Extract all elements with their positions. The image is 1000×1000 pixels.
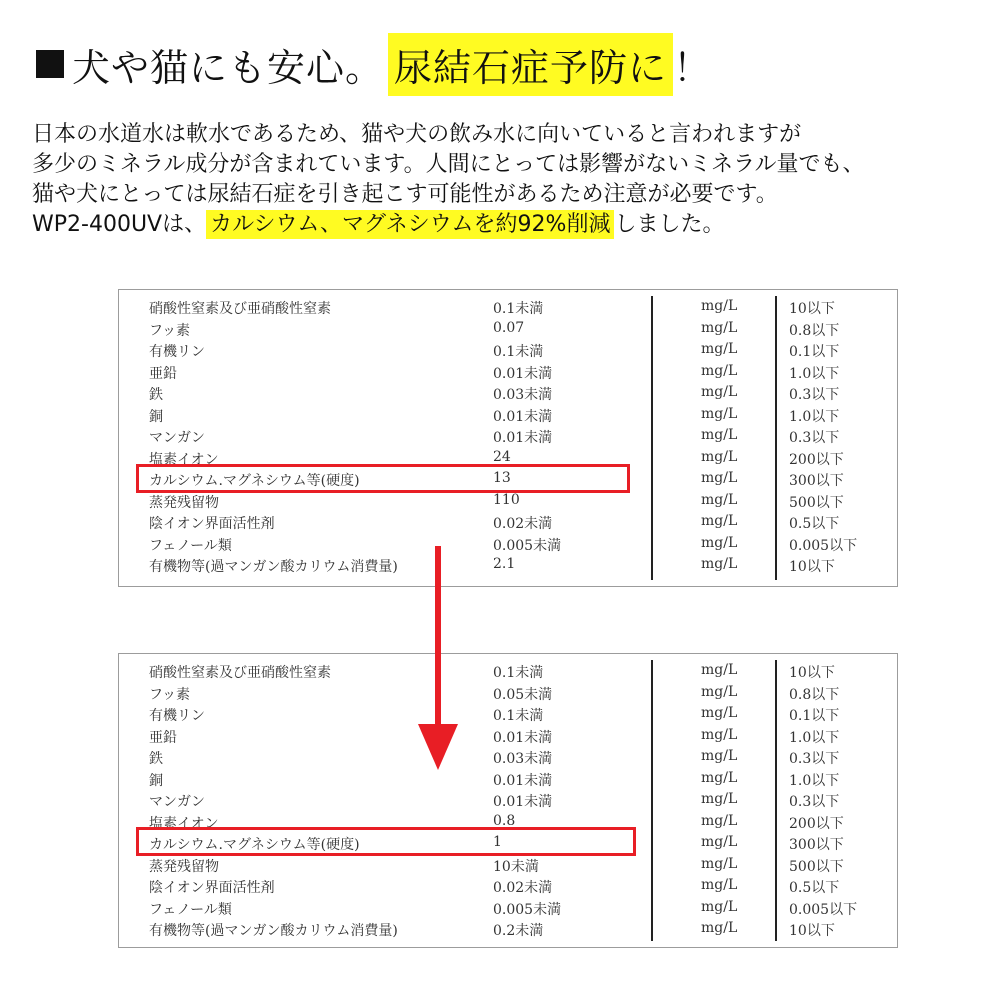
cell-standard: 0.005以下 <box>789 901 858 918</box>
intro-line-4 <box>32 210 972 240</box>
cell-value: 0.01未満 <box>493 365 553 382</box>
cell-value: 0.07 <box>493 319 525 336</box>
cell-unit: mg/L <box>701 319 738 336</box>
water-quality-table-before <box>118 289 898 587</box>
hardness-highlight-box-before <box>136 464 630 493</box>
black-square-icon <box>36 50 64 78</box>
table-row <box>119 790 897 812</box>
table-row <box>119 534 897 556</box>
cell-unit: mg/L <box>701 341 738 357</box>
cell-item-name: 硝酸性窒素及び亜硝酸性窒素 <box>149 665 331 681</box>
cell-item-name: 塩素イオン <box>149 815 219 832</box>
cell-value: 1 <box>493 834 502 850</box>
cell-item-name: 蒸発残留物 <box>149 858 219 875</box>
cell-value: 0.02未満 <box>493 516 553 532</box>
table-row <box>119 491 897 513</box>
cell-standard: 200以下 <box>789 451 844 468</box>
cell-standard: 10以下 <box>789 559 835 575</box>
cell-item-name: フッ素 <box>149 686 191 703</box>
table-row <box>119 876 897 898</box>
cell-unit: mg/L <box>701 427 738 443</box>
cell-value: 0.005未満 <box>493 537 562 554</box>
cell-unit: mg/L <box>701 298 738 314</box>
cell-unit: mg/L <box>701 855 738 872</box>
cell-unit: mg/L <box>701 769 738 786</box>
cell-item-name: 蒸発残留物 <box>149 494 219 511</box>
cell-standard: 10以下 <box>789 665 835 681</box>
cell-standard: 0.5以下 <box>789 516 840 532</box>
cell-item-name: 硝酸性窒素及び亜硝酸性窒素 <box>149 301 331 317</box>
cell-unit: mg/L <box>701 513 738 529</box>
table-row <box>119 747 897 769</box>
cell-value: 0.1未満 <box>493 665 544 681</box>
cell-item-name: フッ素 <box>149 322 191 339</box>
cell-standard: 300以下 <box>789 837 844 853</box>
cell-standard: 1.0以下 <box>789 772 840 789</box>
intro-line-3: 猫や犬にとっては尿結石症を引き起こす可能性があるため注意が必要です。 <box>32 182 778 207</box>
table-row <box>119 297 897 319</box>
down-arrow-shaft <box>435 546 441 726</box>
cell-standard: 10以下 <box>789 923 835 939</box>
table-row <box>119 661 897 683</box>
cell-unit: mg/L <box>701 448 738 465</box>
cell-unit: mg/L <box>701 405 738 422</box>
cell-standard: 10以下 <box>789 301 835 317</box>
cell-value: 0.01未満 <box>493 729 553 746</box>
cell-item-name: 陰イオン界面活性剤 <box>149 516 275 532</box>
cell-standard: 0.1以下 <box>789 344 840 360</box>
cell-unit: mg/L <box>701 683 738 700</box>
cell-value: 0.1未満 <box>493 708 544 724</box>
heading-highlight: 尿結石症予防に <box>388 33 673 96</box>
cell-item-name: 亜鉛 <box>149 365 177 382</box>
cell-item-name: 塩素イオン <box>149 451 219 468</box>
cell-value: 0.005未満 <box>493 901 562 918</box>
cell-value: 24 <box>493 448 511 465</box>
cell-item-name: 有機リン <box>149 708 205 724</box>
cell-item-name: フェノール類 <box>149 537 232 554</box>
cell-standard: 0.8以下 <box>789 686 840 703</box>
intro-line-4-suffix: しました。 <box>614 212 725 237</box>
page-heading <box>36 36 712 92</box>
cell-unit: mg/L <box>701 556 738 572</box>
cell-unit: mg/L <box>701 748 738 764</box>
cell-unit: mg/L <box>701 812 738 829</box>
heading-prefix: 犬や猫にも安心。 <box>72 45 385 90</box>
cell-value: 0.05未満 <box>493 686 553 703</box>
hardness-highlight-box-after <box>136 827 636 856</box>
cell-value: 10未満 <box>493 858 539 875</box>
intro-line-4-prefix: WP2-400UVは、 <box>32 212 207 237</box>
table-row <box>119 383 897 405</box>
table-row <box>119 340 897 362</box>
cell-unit: mg/L <box>701 834 738 850</box>
cell-standard: 500以下 <box>789 494 844 511</box>
cell-unit: mg/L <box>701 877 738 893</box>
table-row <box>119 319 897 341</box>
intro-text <box>32 120 972 240</box>
cell-value: 13 <box>493 470 511 486</box>
cell-unit: mg/L <box>701 534 738 551</box>
cell-unit: mg/L <box>701 491 738 508</box>
cell-item-name: マンガン <box>149 794 205 810</box>
cell-item-name: 有機物等(過マンガン酸カリウム消費量) <box>149 559 398 575</box>
cell-item-name: 有機リン <box>149 344 205 360</box>
cell-item-name: フェノール類 <box>149 901 232 918</box>
cell-value: 0.01未満 <box>493 408 553 425</box>
cell-value: 0.03未満 <box>493 751 553 767</box>
cell-item-name: 有機物等(過マンガン酸カリウム消費量) <box>149 923 398 939</box>
cell-standard: 500以下 <box>789 858 844 875</box>
table-row <box>119 405 897 427</box>
cell-item-name: 陰イオン界面活性剤 <box>149 880 275 896</box>
cell-value: 110 <box>493 491 520 508</box>
cell-unit: mg/L <box>701 791 738 807</box>
cell-value: 0.1未満 <box>493 344 544 360</box>
cell-unit: mg/L <box>701 662 738 678</box>
cell-standard: 300以下 <box>789 473 844 489</box>
table-row <box>119 426 897 448</box>
cell-item-name: 鉄 <box>149 751 163 767</box>
table-row <box>119 512 897 534</box>
cell-item-name: マンガン <box>149 430 205 446</box>
cell-value: 0.01未満 <box>493 772 553 789</box>
cell-standard: 0.3以下 <box>789 751 840 767</box>
cell-item-name: 銅 <box>149 772 163 789</box>
cell-standard: 1.0以下 <box>789 729 840 746</box>
cell-standard: 0.5以下 <box>789 880 840 896</box>
table-row <box>119 555 897 577</box>
cell-item-name: カルシウム.マグネシウム等(硬度) <box>149 837 360 853</box>
cell-standard: 0.1以下 <box>789 708 840 724</box>
intro-line-4-highlight: カルシウム、マグネシウムを約92%削減 <box>206 210 614 239</box>
cell-item-name: 亜鉛 <box>149 729 177 746</box>
cell-value: 0.2未満 <box>493 923 544 939</box>
cell-item-name: 鉄 <box>149 387 163 403</box>
cell-value: 0.01未満 <box>493 794 553 810</box>
cell-unit: mg/L <box>701 362 738 379</box>
table-row <box>119 769 897 791</box>
cell-value: 0.01未満 <box>493 430 553 446</box>
cell-unit: mg/L <box>701 705 738 721</box>
table-row <box>119 683 897 705</box>
intro-line-1: 日本の水道水は軟水であるため、猫や犬の飲み水に向いていると言われますが <box>32 122 802 147</box>
cell-unit: mg/L <box>701 898 738 915</box>
cell-standard: 0.005以下 <box>789 537 858 554</box>
cell-standard: 0.3以下 <box>789 430 840 446</box>
water-quality-table-after <box>118 653 898 948</box>
table-row <box>119 855 897 877</box>
cell-standard: 0.8以下 <box>789 322 840 339</box>
cell-standard: 1.0以下 <box>789 408 840 425</box>
cell-unit: mg/L <box>701 470 738 486</box>
table-row <box>119 704 897 726</box>
table-row <box>119 362 897 384</box>
cell-standard: 200以下 <box>789 815 844 832</box>
down-arrow-icon <box>418 724 458 770</box>
cell-unit: mg/L <box>701 726 738 743</box>
cell-unit: mg/L <box>701 384 738 400</box>
cell-item-name: 銅 <box>149 408 163 425</box>
cell-value: 0.8 <box>493 812 516 829</box>
table-row <box>119 898 897 920</box>
heading-suffix: ！ <box>673 45 713 90</box>
cell-standard: 0.3以下 <box>789 387 840 403</box>
cell-standard: 1.0以下 <box>789 365 840 382</box>
table-row <box>119 726 897 748</box>
cell-standard: 0.3以下 <box>789 794 840 810</box>
cell-value: 0.1未満 <box>493 301 544 317</box>
cell-value: 0.03未満 <box>493 387 553 403</box>
cell-item-name: カルシウム.マグネシウム等(硬度) <box>149 473 360 489</box>
table-row <box>119 919 897 941</box>
cell-unit: mg/L <box>701 920 738 936</box>
cell-value: 0.02未満 <box>493 880 553 896</box>
cell-value: 2.1 <box>493 556 516 572</box>
intro-line-2: 多少のミネラル成分が含まれています。人間にとっては影響がないミネラル量でも、 <box>32 152 865 177</box>
